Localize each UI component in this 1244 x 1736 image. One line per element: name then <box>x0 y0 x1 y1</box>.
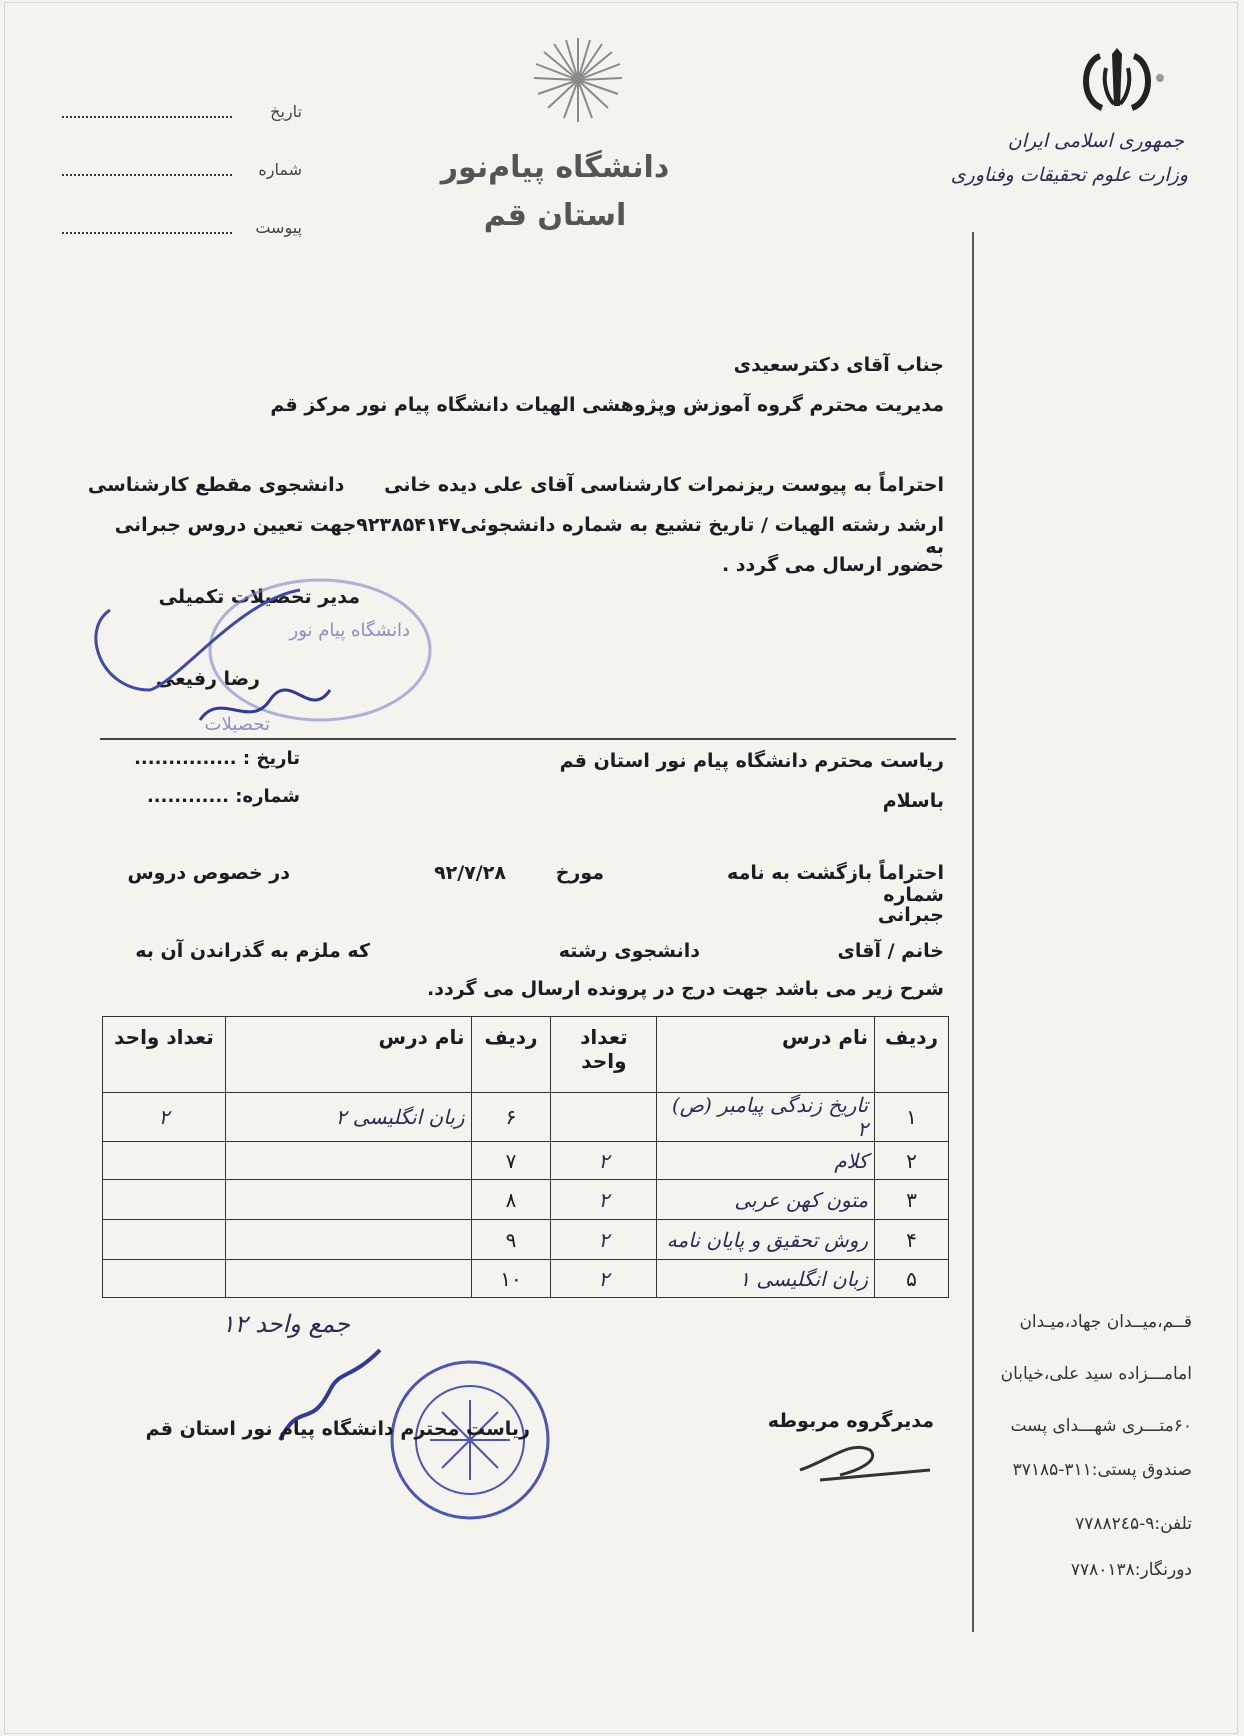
attachment-label: پیوست <box>255 218 302 237</box>
header-units-b: واحد <box>581 1049 627 1073</box>
course-name: متون کهن عربی <box>657 1180 875 1220</box>
letter2-ref-dated: مورخ <box>555 862 604 884</box>
course-name: روش تحقیق و پایان نامه <box>657 1220 875 1260</box>
date-label: تاریخ <box>270 102 302 121</box>
letter2-ref-end: در خصوص دروس <box>127 862 290 884</box>
letter2-ref-start: احتراماً بازگشت به نامه شماره <box>727 862 944 906</box>
course-units: ۲ <box>551 1220 657 1260</box>
letter2-number: شماره: ............ <box>146 786 300 807</box>
manager-signature-icon <box>790 1430 940 1490</box>
row-number: ۴ <box>875 1220 949 1260</box>
address-line4: صندوق پستی:۳۱۱-۳۷۱۸۵ <box>1012 1460 1192 1480</box>
row-number: ۵ <box>875 1260 949 1298</box>
table-row <box>103 1093 949 1142</box>
round-stamp-icon <box>380 1350 560 1530</box>
ministry-name: وزارت علوم تحقیقات وفناوری <box>950 164 1188 186</box>
section-separator <box>100 738 956 740</box>
letter1-recipient: جناب آقای دکترسعیدی <box>733 354 944 376</box>
course-units: ۲ <box>551 1260 657 1298</box>
attachment-field <box>62 218 302 244</box>
stamp2-text: تحصیلات <box>204 714 270 735</box>
course-name: زبان انگلیسی ۲ <box>225 1093 471 1142</box>
letter2-ref-line2: جبرانی <box>877 904 944 926</box>
address-line3: ۶۰متـــری شهـــدای پست <box>1010 1416 1192 1436</box>
letter1-recipient-title: مدیریت محترم گروه آموزش وپژوهشی الهیات دانشگاه پیام نور مرکز قم <box>270 394 944 416</box>
oval-stamp-icon <box>80 570 440 740</box>
header-course-left: نام درس <box>657 1017 875 1093</box>
letter1-body-line1: احتراماً به پیوست ریزنمرات کارشناسی آقای علی دیده خانی دانشجوی مقطع کارشناسی <box>87 474 944 496</box>
group-manager-title: مدیرگروه مربوطه <box>767 1410 934 1432</box>
course-name: زبان انگلیسی ۱ <box>657 1260 875 1298</box>
course-units <box>103 1260 226 1298</box>
letter1-body-line2: ارشد رشته الهیات / تاریخ تشیع به شماره دانشجوئی۹۲۳۸۵۴۱۴۷جهت تعیین دروس جبرانی به <box>114 514 944 558</box>
row-number: ۸ <box>471 1180 551 1220</box>
courses-table <box>102 1016 949 1298</box>
row-number: ۲ <box>875 1142 949 1180</box>
total-units-note: جمع واحد ۱۲ <box>221 1310 350 1338</box>
course-name: تاریخ زندگی پیامبر (ص) ۲ <box>657 1093 875 1142</box>
letter2-date: تاریخ : ............... <box>134 748 300 769</box>
address-line2: امامـــزاده سید علی،خیابان <box>1000 1364 1192 1384</box>
course-units: ۲ <box>103 1093 226 1142</box>
row-number: ۳ <box>875 1180 949 1220</box>
letter2-recipient: ریاست محترم دانشگاه پیام نور استان قم <box>559 750 944 772</box>
letter2-ref-date: ۹۲/۷/۲۸ <box>434 862 506 884</box>
header-units-right: تعداد واحد <box>103 1017 226 1093</box>
course-name: کلام <box>657 1142 875 1180</box>
row-number: ۱ <box>875 1093 949 1142</box>
letter2-obliged: که ملزم به گذراندن آن به <box>135 940 370 962</box>
header-units-left <box>551 1017 657 1093</box>
letter1-body-line3: حضور ارسال می گردد . <box>721 554 944 576</box>
country-name: جمهوری اسلامی ایران <box>1007 130 1184 152</box>
university-name: دانشگاه پیام‌نور <box>440 150 670 185</box>
table-row <box>103 1220 949 1260</box>
header-course-right: نام درس <box>225 1017 471 1093</box>
address-line1: قــم،میــدان جهاد،میـدان <box>1019 1312 1192 1332</box>
course-name <box>225 1142 471 1180</box>
number-label: شماره <box>258 160 302 179</box>
number-field <box>62 160 302 186</box>
letter2-closing: شرح زیر می باشد جهت درج در پرونده ارسال می گردد. <box>427 978 944 1000</box>
course-name <box>225 1220 471 1260</box>
phone: تلفن:۹-۷۷۸۸۲٤۵ <box>1075 1514 1192 1534</box>
header-units-a: تعداد <box>580 1025 628 1049</box>
letter2-greeting: باسلام <box>882 790 944 812</box>
table-row <box>103 1142 949 1180</box>
row-number: ۷ <box>471 1142 551 1180</box>
course-units: ۲ <box>551 1142 657 1180</box>
university-logo-icon <box>528 34 628 124</box>
header-row-right: ردیف <box>471 1017 551 1093</box>
course-units <box>103 1142 226 1180</box>
letter2-field-label: دانشجوی رشته <box>558 940 700 962</box>
fax: دورنگار:۷۷۸۰۱۳۸ <box>1070 1560 1192 1580</box>
row-number: ۹ <box>471 1220 551 1260</box>
row-number: ۶ <box>471 1093 551 1142</box>
course-units <box>551 1093 657 1142</box>
date-field <box>62 102 302 128</box>
iran-emblem-icon <box>1062 48 1172 118</box>
row-number: ۱۰ <box>471 1260 551 1298</box>
stamp1-text: دانشگاه پیام نور <box>289 620 410 641</box>
course-name <box>225 1260 471 1298</box>
letter2-student-label: خانم / آقای <box>837 940 944 962</box>
table-row <box>103 1180 949 1220</box>
header-row-left: ردیف <box>875 1017 949 1093</box>
university-province: استان قم <box>483 198 627 233</box>
course-units <box>103 1220 226 1260</box>
course-name <box>225 1180 471 1220</box>
table-header-row <box>103 1017 949 1093</box>
course-units: ۲ <box>551 1180 657 1220</box>
letter1-signer-name: رضا رفیعی <box>155 668 260 690</box>
final-recipient: ریاست محترم دانشگاه پیام نور استان قم <box>145 1418 530 1440</box>
course-units <box>103 1180 226 1220</box>
table-row <box>103 1260 949 1298</box>
letter1-signer-title: مدیر تحصیلات تکمیلی <box>158 586 360 608</box>
